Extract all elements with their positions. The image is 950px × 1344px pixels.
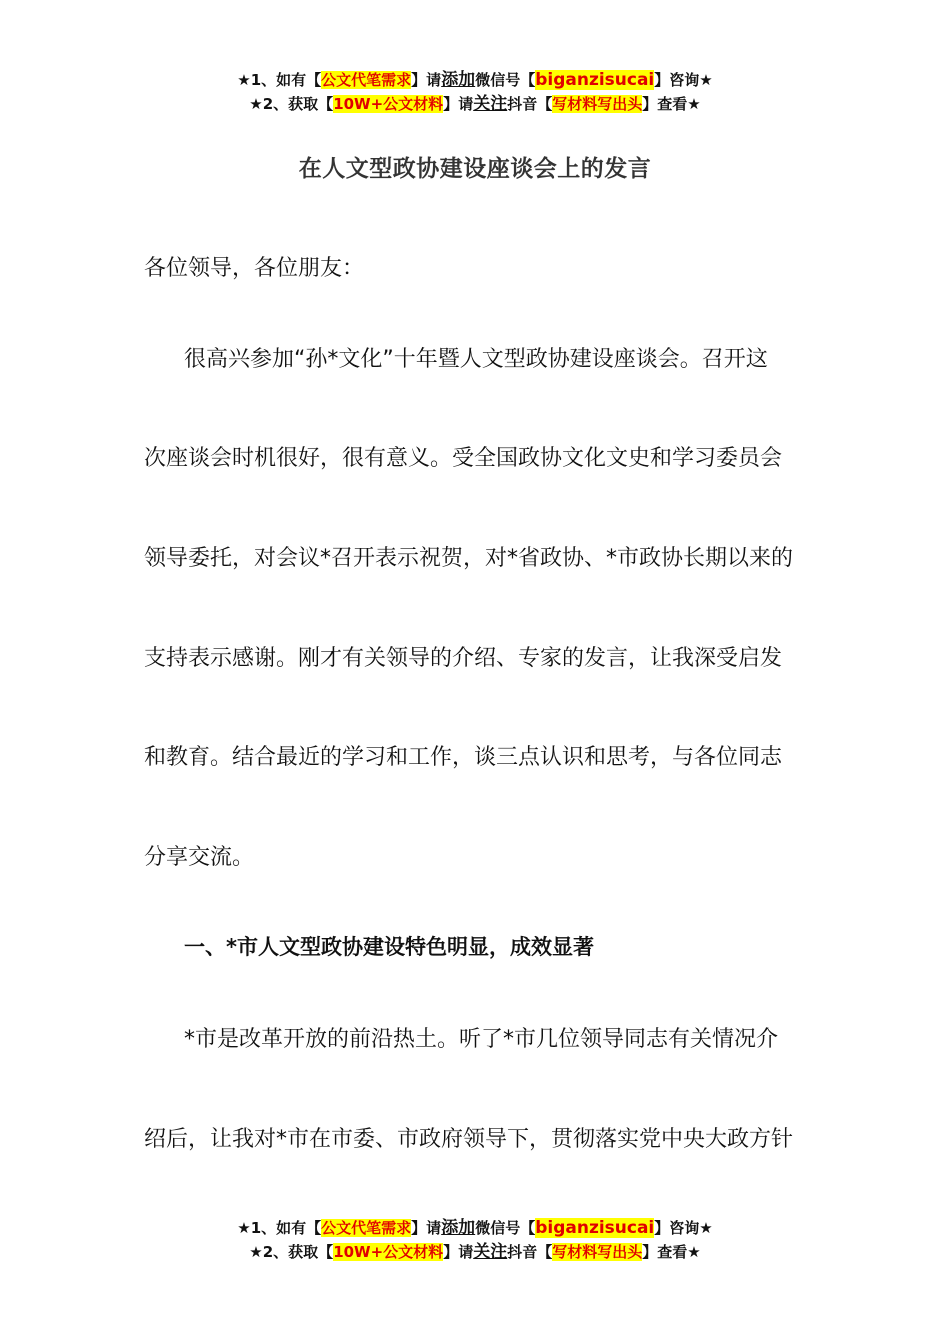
banner-text: 】请 bbox=[411, 71, 442, 89]
banner-text: 微信号【 bbox=[475, 71, 536, 89]
paragraph-line: 和教育。结合最近的学习和工作，谈三点认识和思考，与各位同志 bbox=[144, 745, 783, 770]
banner-highlight: 写材料写出头 bbox=[552, 1243, 643, 1261]
banner-text: ★1、如有【 bbox=[237, 71, 322, 89]
banner-underline: 关注 bbox=[473, 1242, 508, 1262]
banner-text: 】请 bbox=[411, 1219, 442, 1237]
banner-wechat-id: biganzisucai bbox=[535, 1218, 655, 1238]
banner-text: ★1、如有【 bbox=[237, 1219, 322, 1237]
banner-line-1 bbox=[0, 68, 950, 92]
banner-underline: 添加 bbox=[441, 1218, 476, 1238]
banner-text: 】查看★ bbox=[642, 1243, 701, 1261]
banner-highlight: 公文代笔需求 bbox=[321, 1219, 412, 1237]
document-title: 在人文型政协建设座谈会上的发言 bbox=[298, 156, 652, 182]
banner-highlight: 公文代笔需求 bbox=[321, 71, 412, 89]
footer-banner bbox=[0, 1216, 950, 1264]
banner-text: 微信号【 bbox=[475, 1219, 536, 1237]
banner-wechat-id: biganzisucai bbox=[535, 70, 655, 90]
paragraph-line: 领导委托，对会议*召开表示祝贺，对*省政协、*市政协长期以来的 bbox=[144, 546, 794, 571]
banner-highlight: 10W+公文材料 bbox=[333, 1243, 444, 1261]
banner-underline: 关注 bbox=[473, 94, 508, 114]
banner-highlight: 10W+公文材料 bbox=[333, 95, 444, 113]
banner-text: 抖音【 bbox=[507, 95, 553, 113]
banner-text: ★2、获取【 bbox=[249, 95, 334, 113]
banner-text: 抖音【 bbox=[507, 1243, 553, 1261]
banner-text: 】查看★ bbox=[642, 95, 701, 113]
banner-line-2 bbox=[0, 1240, 950, 1264]
banner-line-2 bbox=[0, 92, 950, 116]
paragraph-line: 分享交流。 bbox=[144, 845, 255, 870]
banner-highlight: 写材料写出头 bbox=[552, 95, 643, 113]
banner-line-1 bbox=[0, 1216, 950, 1240]
paragraph-line: 支持表示感谢。刚才有关领导的介绍、专家的发言，让我深受启发 bbox=[144, 646, 783, 671]
banner-text: 】请 bbox=[443, 95, 474, 113]
banner-text: ★2、获取【 bbox=[249, 1243, 334, 1261]
paragraph-line: 很高兴参加“孙*文化”十年暨人文型政协建设座谈会。召开这 bbox=[184, 347, 768, 372]
header-banner bbox=[0, 68, 950, 116]
banner-text: 】请 bbox=[443, 1243, 474, 1261]
banner-underline: 添加 bbox=[441, 70, 476, 90]
banner-text: 】咨询★ bbox=[654, 1219, 713, 1237]
paragraph-line: *市是改革开放的前沿热土。听了*市几位领导同志有关情况介 bbox=[184, 1027, 779, 1052]
salutation: 各位领导，各位朋友： bbox=[144, 256, 365, 281]
paragraph-line: 绍后，让我对*市在市委、市政府领导下，贯彻落实党中央大政方针 bbox=[144, 1127, 794, 1152]
banner-text: 】咨询★ bbox=[654, 71, 713, 89]
paragraph-line: 次座谈会时机很好，很有意义。受全国政协文化文史和学习委员会 bbox=[144, 446, 783, 471]
section-heading: 一、*市人文型政协建设特色明显，成效显著 bbox=[184, 935, 594, 959]
